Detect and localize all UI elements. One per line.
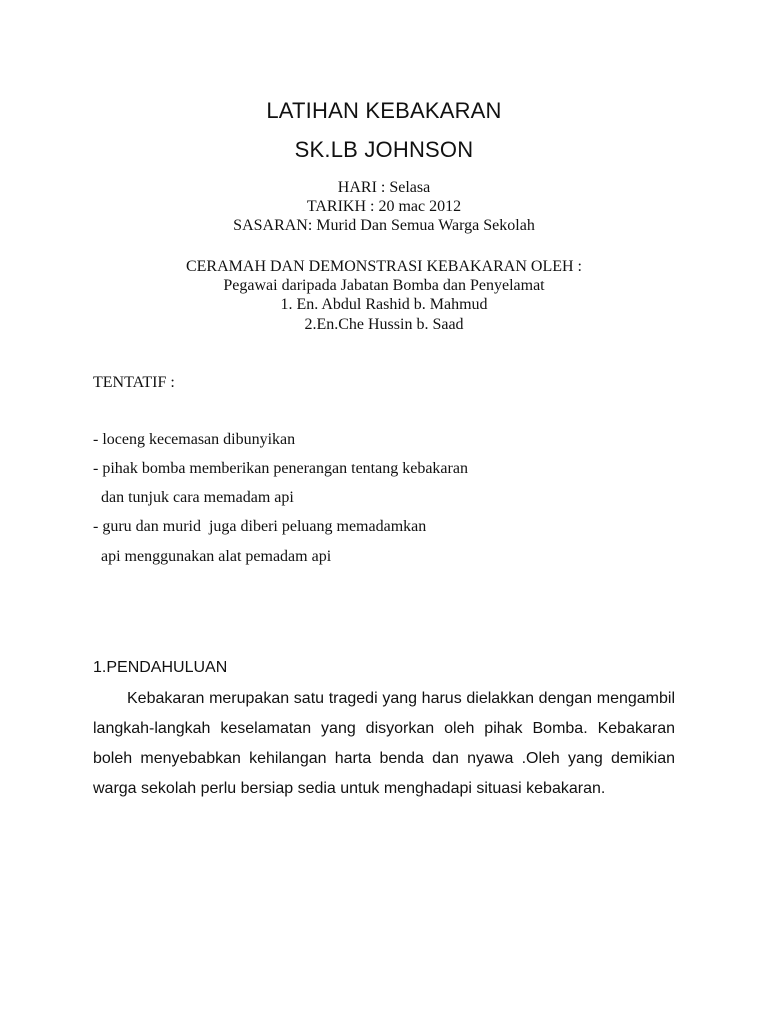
schedule-item-2-continued: dan tunjuk cara memadam api <box>93 489 294 506</box>
schedule-item-1: - loceng kecemasan dibunyikan <box>93 431 296 448</box>
info-day: HARI : Selasa <box>337 179 431 196</box>
introduction-paragraph: Kebakaran merupakan satu tragedi yang harus dielakkan dengan mengambil langkah-langkah keselamatan yang disyorkan oleh pihak Bomba. Kebakaran boleh menyebabkan kehilangan harta benda dan nyawa .Oleh yang demikian warga sekolah perlu bersiap sedia untuk menghadapi situasi kebakaran. <box>93 690 675 797</box>
info-date: TARIKH : 20 mac 2012 <box>306 198 462 215</box>
talk-heading: CERAMAH DAN DEMONSTRASI KEBAKARAN OLEH : <box>185 258 582 275</box>
info-target: SASARAN: Murid Dan Semua Warga Sekolah <box>233 217 535 234</box>
school-name: SK.LB JOHNSON <box>294 137 474 162</box>
officer-department: Pegawai daripada Jabatan Bomba dan Penyelamat <box>223 277 545 294</box>
schedule-item-3-continued: api menggunakan alat pemadam api <box>93 548 332 565</box>
schedule-heading: TENTATIF : <box>93 374 175 391</box>
officer-name-1: 1. En. Abdul Rashid b. Mahmud <box>280 296 488 313</box>
schedule-item-2: - pihak bomba memberikan penerangan tentang kebakaran <box>93 460 468 477</box>
document-title: LATIHAN KEBAKARAN <box>266 98 502 123</box>
schedule-item-3: - guru dan murid juga diberi peluang memadamkan <box>93 518 427 535</box>
section-heading-introduction: 1.PENDAHULUAN <box>93 659 228 676</box>
officer-name-2: 2.En.Che Hussin b. Saad <box>304 316 464 333</box>
